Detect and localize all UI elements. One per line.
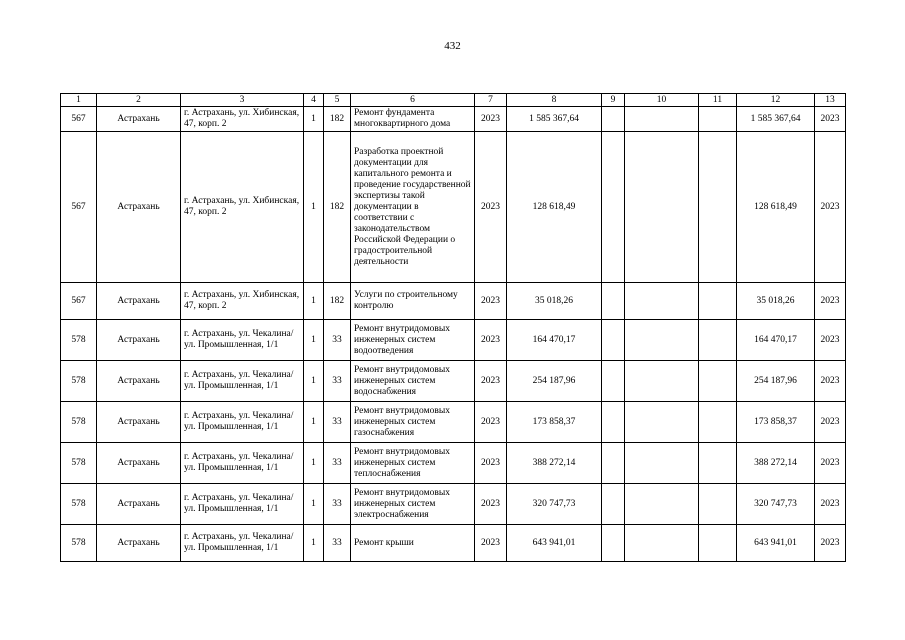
table-cell-col-10 (625, 484, 699, 525)
table-cell-col-3: г. Астрахань, ул. Чекалина/ ул. Промышленная, 1/1 (181, 525, 304, 562)
table-cell-col-3: г. Астрахань, ул. Чекалина/ ул. Промышленная, 1/1 (181, 443, 304, 484)
table-row (61, 107, 846, 132)
table-cell-col-2: Астрахань (97, 484, 181, 525)
header-cell: 8 (507, 94, 602, 107)
header-cell: 2 (97, 94, 181, 107)
table-cell-col-11 (699, 283, 737, 320)
table-cell-col-4: 1 (304, 107, 324, 132)
table-cell-col-5: 33 (324, 402, 351, 443)
table-cell-col-9 (602, 443, 625, 484)
header-cell: 4 (304, 94, 324, 107)
table-cell-col-9 (602, 283, 625, 320)
table-cell-col-12: 254 187,96 (737, 361, 815, 402)
table-cell-col-6: Ремонт крыши (351, 525, 475, 562)
table-cell-col-2: Астрахань (97, 320, 181, 361)
table-cell-col-10 (625, 361, 699, 402)
table-cell-col-5: 182 (324, 132, 351, 283)
table-cell-col-13: 2023 (815, 484, 846, 525)
table-cell-col-12: 1 585 367,64 (737, 107, 815, 132)
table-cell-col-5: 182 (324, 283, 351, 320)
table-cell-col-10 (625, 132, 699, 283)
header-cell: 11 (699, 94, 737, 107)
table-cell-col-9 (602, 484, 625, 525)
table-cell-col-13: 2023 (815, 361, 846, 402)
table-cell-col-1: 578 (61, 402, 97, 443)
table-cell-col-2: Астрахань (97, 361, 181, 402)
header-cell: 7 (475, 94, 507, 107)
table-cell-col-11 (699, 107, 737, 132)
header-cell: 12 (737, 94, 815, 107)
table-cell-col-11 (699, 361, 737, 402)
table-cell-col-12: 173 858,37 (737, 402, 815, 443)
table-cell-col-1: 567 (61, 107, 97, 132)
table-cell-col-2: Астрахань (97, 402, 181, 443)
table-cell-col-6: Услуги по строительному контролю (351, 283, 475, 320)
table-cell-col-8: 643 941,01 (507, 525, 602, 562)
table-cell-col-13: 2023 (815, 402, 846, 443)
table-cell-col-4: 1 (304, 320, 324, 361)
table-cell-col-3: г. Астрахань, ул. Чекалина/ ул. Промышленная, 1/1 (181, 484, 304, 525)
table-row (61, 320, 846, 361)
table-header-row (61, 94, 846, 107)
table-cell-col-10 (625, 443, 699, 484)
table-cell-col-13: 2023 (815, 107, 846, 132)
table-cell-col-11 (699, 320, 737, 361)
table-cell-col-4: 1 (304, 361, 324, 402)
table-cell-col-5: 33 (324, 443, 351, 484)
table-cell-col-6: Ремонт фундамента многоквартирного дома (351, 107, 475, 132)
table-cell-col-13: 2023 (815, 525, 846, 562)
table-row (61, 361, 846, 402)
table-cell-col-7: 2023 (475, 525, 507, 562)
table-cell-col-6: Ремонт внутридомовых инженерных систем водоснабжения (351, 361, 475, 402)
table-cell-col-12: 128 618,49 (737, 132, 815, 283)
table-cell-col-2: Астрахань (97, 283, 181, 320)
table-cell-col-6: Ремонт внутридомовых инженерных систем теплоснабжения (351, 443, 475, 484)
table-cell-col-13: 2023 (815, 283, 846, 320)
header-cell: 13 (815, 94, 846, 107)
repair-table (60, 93, 846, 562)
table-cell-col-6: Разработка проектной документации для капитального ремонта и проведение государственной экспертизы такой документации в соответствии с законодательством Российской Федерации о градостроительной деятельности (351, 132, 475, 283)
table-row (61, 443, 846, 484)
table-cell-col-9 (602, 525, 625, 562)
table-cell-col-4: 1 (304, 402, 324, 443)
table-cell-col-13: 2023 (815, 132, 846, 283)
table-row (61, 402, 846, 443)
table-cell-col-5: 33 (324, 484, 351, 525)
table-cell-col-8: 173 858,37 (507, 402, 602, 443)
table-cell-col-5: 33 (324, 525, 351, 562)
table-cell-col-8: 388 272,14 (507, 443, 602, 484)
table-cell-col-8: 254 187,96 (507, 361, 602, 402)
table-cell-col-8: 320 747,73 (507, 484, 602, 525)
table-cell-col-11 (699, 132, 737, 283)
table-cell-col-9 (602, 402, 625, 443)
table-cell-col-2: Астрахань (97, 132, 181, 283)
table-cell-col-12: 164 470,17 (737, 320, 815, 361)
table-cell-col-12: 643 941,01 (737, 525, 815, 562)
table-row (61, 484, 846, 525)
header-cell: 5 (324, 94, 351, 107)
table-cell-col-7: 2023 (475, 132, 507, 283)
table-row (61, 132, 846, 283)
table-cell-col-11 (699, 525, 737, 562)
table-cell-col-7: 2023 (475, 402, 507, 443)
table-cell-col-7: 2023 (475, 484, 507, 525)
header-cell: 9 (602, 94, 625, 107)
table-cell-col-7: 2023 (475, 443, 507, 484)
header-cell: 3 (181, 94, 304, 107)
table-cell-col-10 (625, 320, 699, 361)
table-cell-col-2: Астрахань (97, 525, 181, 562)
table-cell-col-7: 2023 (475, 361, 507, 402)
table-cell-col-13: 2023 (815, 443, 846, 484)
table-cell-col-3: г. Астрахань, ул. Хибинская, 47, корп. 2 (181, 283, 304, 320)
table-cell-col-1: 578 (61, 525, 97, 562)
table-cell-col-4: 1 (304, 484, 324, 525)
table-cell-col-2: Астрахань (97, 443, 181, 484)
table-cell-col-7: 2023 (475, 320, 507, 361)
table-cell-col-5: 33 (324, 361, 351, 402)
table-cell-col-1: 578 (61, 361, 97, 402)
table-cell-col-4: 1 (304, 283, 324, 320)
table-cell-col-10 (625, 107, 699, 132)
table-cell-col-1: 578 (61, 443, 97, 484)
table-cell-col-9 (602, 107, 625, 132)
table-cell-col-3: г. Астрахань, ул. Чекалина/ ул. Промышленная, 1/1 (181, 361, 304, 402)
table-cell-col-5: 182 (324, 107, 351, 132)
table-cell-col-7: 2023 (475, 283, 507, 320)
table-cell-col-12: 35 018,26 (737, 283, 815, 320)
table-cell-col-6: Ремонт внутридомовых инженерных систем электроснабжения (351, 484, 475, 525)
table-cell-col-8: 164 470,17 (507, 320, 602, 361)
table-cell-col-3: г. Астрахань, ул. Чекалина/ ул. Промышленная, 1/1 (181, 320, 304, 361)
table-cell-col-11 (699, 484, 737, 525)
table-cell-col-8: 35 018,26 (507, 283, 602, 320)
table-cell-col-3: г. Астрахань, ул. Чекалина/ ул. Промышленная, 1/1 (181, 402, 304, 443)
table-cell-col-5: 33 (324, 320, 351, 361)
header-cell: 6 (351, 94, 475, 107)
table-cell-col-1: 578 (61, 320, 97, 361)
header-cell: 1 (61, 94, 97, 107)
table-cell-col-8: 1 585 367,64 (507, 107, 602, 132)
table-cell-col-3: г. Астрахань, ул. Хибинская, 47, корп. 2 (181, 132, 304, 283)
table-cell-col-12: 320 747,73 (737, 484, 815, 525)
table-cell-col-1: 567 (61, 132, 97, 283)
table-cell-col-11 (699, 402, 737, 443)
table-cell-col-9 (602, 132, 625, 283)
table-cell-col-6: Ремонт внутридомовых инженерных систем газоснабжения (351, 402, 475, 443)
table-cell-col-10 (625, 402, 699, 443)
table-cell-col-9 (602, 320, 625, 361)
table-cell-col-12: 388 272,14 (737, 443, 815, 484)
table-cell-col-9 (602, 361, 625, 402)
table-cell-col-6: Ремонт внутридомовых инженерных систем водоотведения (351, 320, 475, 361)
table-cell-col-1: 567 (61, 283, 97, 320)
table-cell-col-3: г. Астрахань, ул. Хибинская, 47, корп. 2 (181, 107, 304, 132)
page-number: 432 (444, 40, 461, 52)
table-row (61, 525, 846, 562)
table-cell-col-1: 578 (61, 484, 97, 525)
table-cell-col-2: Астрахань (97, 107, 181, 132)
table-cell-col-7: 2023 (475, 107, 507, 132)
table-cell-col-10 (625, 283, 699, 320)
table-cell-col-8: 128 618,49 (507, 132, 602, 283)
table-cell-col-4: 1 (304, 443, 324, 484)
table-cell-col-13: 2023 (815, 320, 846, 361)
table-cell-col-11 (699, 443, 737, 484)
table-row (61, 283, 846, 320)
header-cell: 10 (625, 94, 699, 107)
table-cell-col-4: 1 (304, 525, 324, 562)
table-cell-col-4: 1 (304, 132, 324, 283)
table-cell-col-10 (625, 525, 699, 562)
